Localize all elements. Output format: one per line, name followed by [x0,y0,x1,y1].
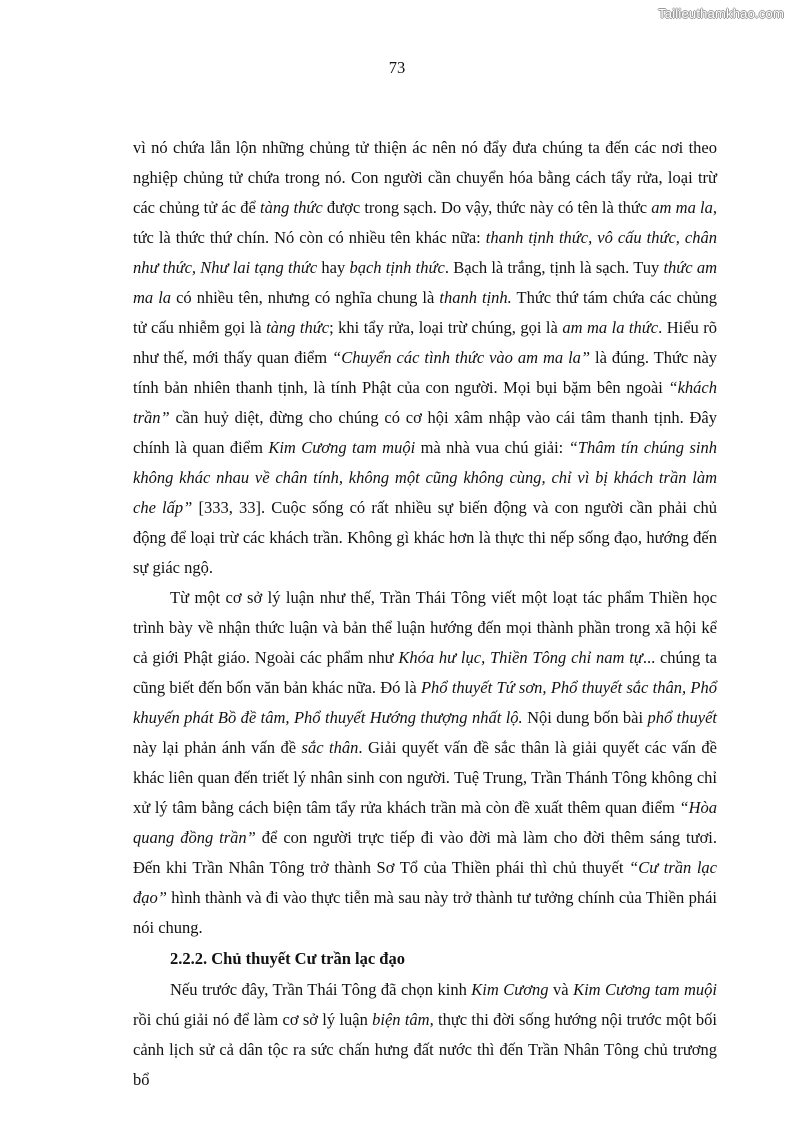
text-run: để con người trực tiếp đi vào đời mà làm cho đời thêm sáng tươi. Đến khi Trần Nhân Tông trở thành Sơ Tổ của Thiền phái thì chủ thuyết [133,828,718,877]
text-run: , thực thi đời sống hướng nội trước một bối cảnh lịch sử cả dân tộc ra sức chấn hưng đất nước thì đến Trần Nhân Tông chủ trương bổ [133,1010,717,1089]
italic-text: Kim Cương [471,980,549,999]
text-run: ... chúng ta cũng biết đến bốn văn bản khác nữa. Đó là [133,648,717,697]
text-run: . Bạch là trắng, tịnh là sạch. Tuy [444,258,664,277]
italic-text: “Hòa quang đồng trần” [133,798,717,847]
text-run: hình thành và đi vào thực tiễn mà sau này trở thành tư tưởng chính của Thiền phái nói chung. [133,888,717,937]
paragraph-3 [133,975,717,1095]
text-run: Thức thứ tám chứa các chủng tử cấu nhiễm gọi là [133,288,717,337]
italic-text: tàng thức [266,318,330,337]
italic-text: tàng thức [260,198,323,217]
text-run: . Giải quyết vấn đề sắc thân là giải quyết các vấn đề khác liên quan đến triết lý nhân sinh con người. Tuệ Trung, Trần Thánh Tông không chỉ xử lý tâm bằng cách biện tâm tẩy rửa khách trần mà còn đề xuất thêm quan điểm [133,738,717,817]
text-run: mà nhà vua chú giải: [415,438,569,457]
italic-text: “Cư trần lạc đạo” [133,858,717,907]
italic-text: “Chuyển các tình thức vào am ma la” [332,348,591,367]
text-run: và [548,980,574,999]
italic-text: “Thâm tín chúng sinh không khác nhau về chân tính, không một cũng không cùng, chỉ vì bị khách trần làm che lấp” [133,438,717,517]
italic-text: Kim Cương tam muội [268,438,416,457]
text-run: Nếu trước đây, Trần Thái Tông đã chọn kinh [170,980,472,999]
italic-text: am ma la thức [562,318,659,337]
italic-text: Khóa hư lục, Thiền Tông chỉ nam tự [398,648,643,667]
text-run: Từ một cơ sở lý luận như thế, Trần Thái Tông viết một loạt tác phẩm Thiền học trình bày về nhận thức luận và bản thể luận hướng đến mọi thành phần trong xã hội kể cả giới Phật giáo. Ngoài các phẩm như [133,588,717,667]
text-run: được trong sạch. Do vậy, thức này có tên là thức [322,198,652,217]
italic-text: biện tâm [372,1010,430,1029]
section-heading: 2.2.2. Chủ thuyết Cư trần lạc đạo [170,949,405,968]
italic-text: “khách trần” [133,378,717,427]
text-run: rồi chú giải nó để làm cơ sở lý luận [133,1010,373,1029]
italic-text: thanh tịnh. [439,288,512,307]
italic-text: thanh tịnh thức, vô cấu thức, chân như thức, Như lai tạng thức [133,228,717,277]
text-run: . Hiểu rõ như thế, mới thấy quan điểm [133,318,717,367]
italic-text: Phổ thuyết Tứ sơn, Phổ thuyết sắc thân, Phổ khuyến phát Bồ đề tâm, Phổ thuyết Hướng thượng nhất lộ. [133,678,717,727]
text-run: là đúng. Thức này tính bản nhiên thanh tịnh, là tính Phật của con người. Mọi bụi bặm bên ngoài [133,348,718,397]
italic-text: am ma la [651,198,713,217]
italic-text: Kim Cương tam muội [573,980,718,999]
italic-text: thức am ma la [133,258,717,307]
text-run: , tức là thức thứ chín. Nó còn có nhiều tên khác nữa: [133,198,717,247]
watermark: Tailieuthamkhao.com [658,6,784,21]
paragraph-1 [133,133,717,583]
document-body [133,133,717,1095]
text-run: Nội dung bốn bài [522,708,648,727]
text-run: cần huỷ diệt, đừng cho chúng có cơ hội xâm nhập vào cái tâm thanh tịnh. Đây chính là quan điểm [133,408,717,457]
text-run: hay [317,258,350,277]
text-run: vì nó chứa lẫn lộn những chủng tử thiện ác nên nó đẩy đưa chúng ta đến các nơi theo nghiệp chủng tử chứa trong nó. Con người cần chuyển hóa bằng cách tẩy rửa, loại trừ các chủng tử ác để [133,138,717,217]
italic-text: bạch tịnh thức [349,258,445,277]
text-run: này lại phản ánh vấn đề [133,738,302,757]
page-number: 73 [388,58,406,77]
text-run: [333, 33]. Cuộc sống có rất nhiều sự biến động và con người cần phải chủ động để loại trừ các khách trần. Không gì khác hơn là thực thi nếp sống đạo, hướng đến sự giác ngộ. [133,498,717,577]
italic-text: phổ thuyết [647,708,717,727]
italic-text: sắc thân [301,738,359,757]
text-run: ; khi tẩy rửa, loại trừ chúng, gọi là [329,318,563,337]
paragraph-2 [133,583,717,943]
text-run: có nhiều tên, nhưng có nghĩa chung là [171,288,440,307]
